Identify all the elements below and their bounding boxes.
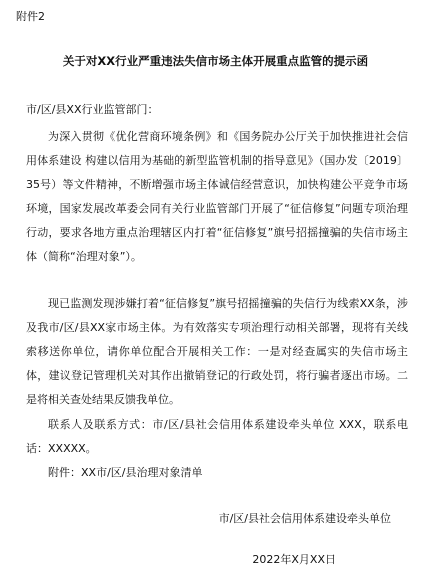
document-title: 关于对XX行业严重违法失信市场主体开展重点监管的提示函 — [62, 54, 369, 68]
contact-paragraph: 联系人及联系方式：市/区/县社会信用体系建设牵头单位 XXX，联系电话：XXXXX。 — [26, 418, 408, 455]
attachment-note: 附件：XX市/区/县治理对象清单 — [48, 466, 203, 479]
attachment-label: 附件2 — [16, 10, 45, 23]
attachment-note-block — [26, 461, 408, 485]
document-date: 2022年X月XX日 — [252, 553, 336, 566]
body-paragraph: 为深入贯彻《优化营商环境条例》和《国务院办公厅关于加快推进社会信用体系建设 构建以信用为基础的新型监管机制的指导意见》（国办发〔2019〕35号）等文件精神，不断增强市场主体诚信经营意识，加快构建公平竞争市场环境，国家发展改革委会同有关行业监管部门开展了“征信修复”问题专项治理行动，要求各地方重点治理辖区内打着“征信修复”旗号招摇撞骗的失信市场主体（简称“治理对象”）。 — [26, 130, 408, 263]
body-paragraph-1-block — [26, 125, 408, 269]
signer-unit: 市/区/县社会信用体系建设牵头单位 — [218, 512, 391, 525]
addressee-line: 市/区/县XX行业监管部门： — [26, 103, 159, 116]
body-paragraph: 现已监测发现涉嫌打着“征信修复”旗号招摇撞骗的失信行为线索XX条，涉及我市/区/县XX家市场主体。为有效落实专项治理行动相关部署，现将有关线索移送你单位，请你单位配合开展相关工作：一是对经查属实的失信市场主体，建议登记管理机关对其作出撤销登记的行政处罚，将行骗者逐出市场。二是将相关查处结果反馈我单位。 — [26, 297, 408, 406]
contact-paragraph-block — [26, 413, 408, 461]
body-paragraph-2-block — [26, 292, 408, 412]
